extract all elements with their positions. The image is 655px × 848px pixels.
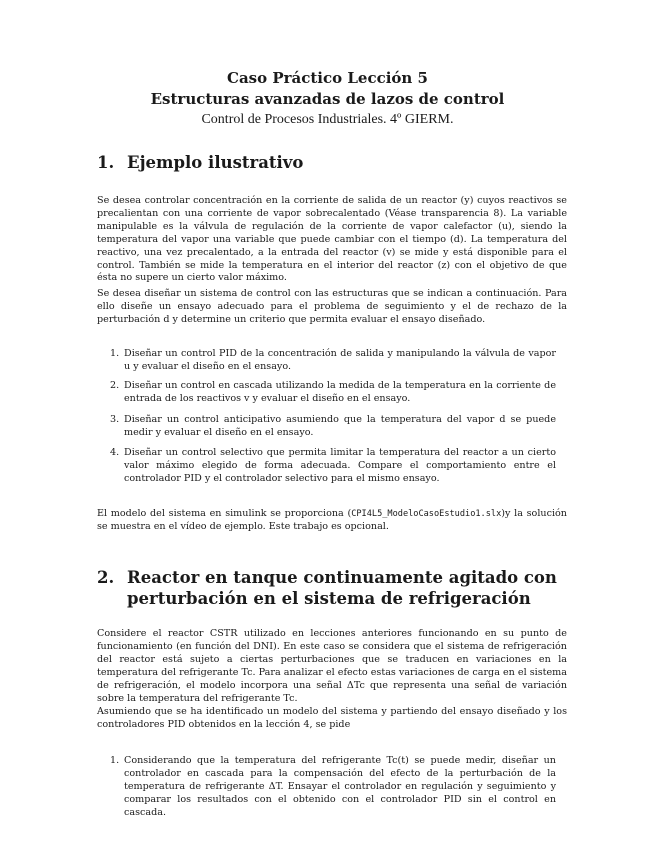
list-item (110, 755, 556, 820)
list-item (110, 447, 556, 486)
list-item-text: Considerando que la temperatura del refrigerante Tc(t) se puede medir, diseñar un controlador en cascada para la compensación del efecto de la perturbación de la temperatura de refrigerante ΔT. Ensayar el controlador en regulación y seguimiento y comparar los resultados con el obtenido con el controlador PID sin el control en cascada. (124, 755, 556, 818)
section-title: Reactor en tanque continuamente agitado con perturbación en el sistema de refrigeración (127, 568, 557, 608)
list-item-number: 1. (110, 348, 120, 359)
section-1-paragraph-1: Se desea controlar concentración en la corriente de salida de un reactor (y) cuyos reactivos se precalientan con una corriente de vapor sobrecalentado (Véase transparencia 8). La variable manipulable es la válvula de regulación de la corriente de vapor calefactor (u), siendo la temperatura del vapor una variable que puede cambiar con el tiempo (d). La temperatura del reactivo, una vez precalentado, a la entrada del reactor (v) se mide y está disponible para el control. También se mide la temperatura en el interior del reactor (z) con el objetivo de que ésta no supere un cierto valor máximo. (97, 195, 567, 284)
list-item-text: Diseñar un control en cascada utilizando la medida de la temperatura en la corriente de entrada de los reactivos v y evaluar el diseño en el ensayo. (124, 380, 556, 404)
section-1-heading (97, 152, 567, 173)
section-2-paragraph-1: Considere el reactor CSTR utilizado en lecciones anteriores funcionando en su punto de funcionamiento (en función del DNI). En este caso se considera que el sistema de refrigeración del reactor está sujeto a ciertas perturbaciones que se traducen en variaciones en la temperatura del refrigerante Tc. Para analizar el efecto estas variaciones de carga en el sistema de refrigeración, el modelo incorpora una señal ΔTc que representa una señal de variación sobre la temperatura del refrigerante Tc. (97, 628, 567, 704)
section-number: 1. (97, 153, 115, 172)
list-item-number: 3. (110, 414, 120, 425)
course-name: Control de Procesos Industriales. 4º GIERM. (201, 112, 454, 127)
list-item-text: Diseñar un control PID de la concentración de salida y manipulando la válvula de vapor u y evaluar el diseño en el ensayo. (124, 348, 556, 372)
section-number: 2. (97, 568, 115, 587)
section-title: Ejemplo ilustrativo (127, 153, 304, 172)
section-2-heading (97, 567, 567, 609)
list-item-number: 2. (110, 380, 120, 391)
paragraph-text: )y la solución se muestra en el vídeo de ejemplo. Este trabajo es opcional. (97, 508, 567, 532)
list-item-number: 1. (110, 755, 120, 766)
list-item-text: Diseñar un control anticipativo asumiendo que la temperatura del vapor d se puede medir y evaluar el diseño en el ensayo. (124, 414, 556, 438)
section-2-paragraph-2: Asumiendo que se ha identificado un modelo del sistema y partiendo del ensayo diseñado y los controladores PID obtenidos en la lección 4, se pide (97, 706, 567, 730)
list-item (110, 414, 556, 440)
list-item (110, 380, 556, 406)
list-item-number: 4. (110, 447, 120, 458)
document-title: Caso Práctico Lección 5 (227, 69, 428, 87)
model-filename: CPI4L5_ModeloCasoEstudio1.slx (351, 509, 502, 519)
document-subtitle: Estructuras avanzadas de lazos de control (150, 90, 505, 108)
title-block (0, 68, 655, 130)
list-item-text: Diseñar un control selectivo que permita limitar la temperatura del reactor a un cierto valor máximo elegido de forma adecuada. Compare el comportamiento entre el controlador PID y el controlador selectivo para el mismo ensayo. (124, 447, 556, 484)
paragraph-text: El modelo del sistema en simulink se proporciona ( (97, 508, 352, 519)
section-1-paragraph-2: Se desea diseñar un sistema de control con las estructuras que se indican a continuación. Para ello diseñe un ensayo adecuado para el problema de seguimiento y el de rechazo de la perturbación d y determine un criterio que permita evaluar el ensayo diseñado. (97, 288, 567, 325)
section-1-paragraph-3 (97, 508, 567, 534)
list-item (110, 348, 556, 374)
